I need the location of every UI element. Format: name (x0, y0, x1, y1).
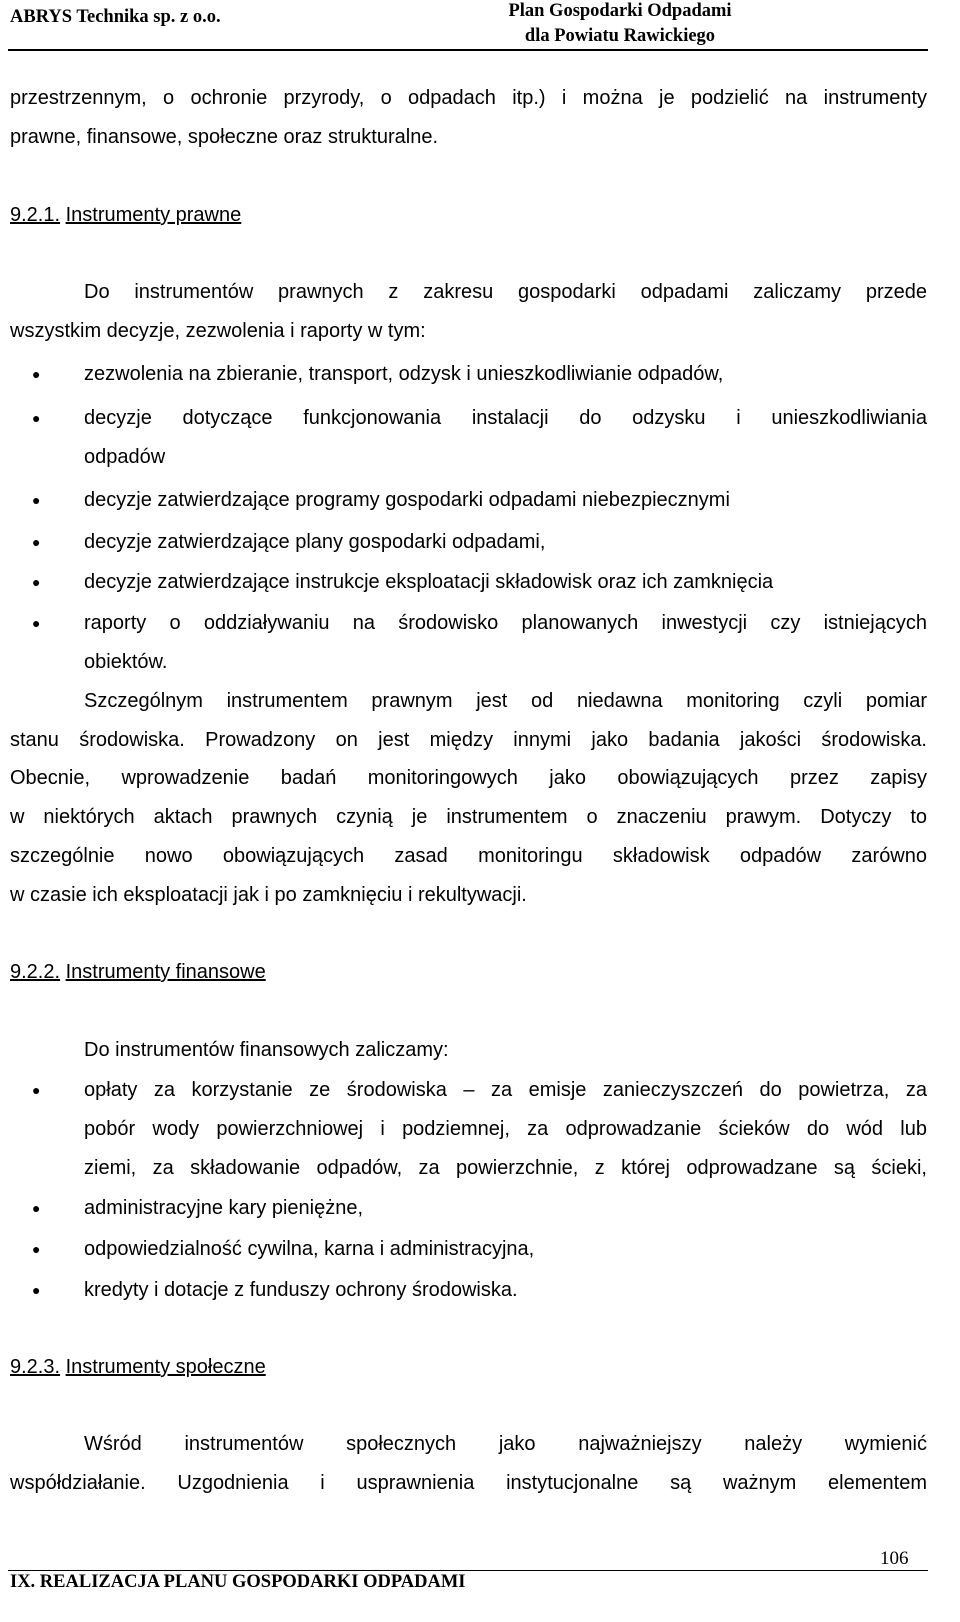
bullet-icon: ● (32, 574, 41, 590)
section-number: 9.2.1. (10, 204, 61, 226)
legal-bullet-2-line-2: odpadów (84, 446, 166, 468)
legal-para-line-5: szczególnie nowo obowiązujących zasad monitoringu składowisk odpadów zarówno (10, 845, 927, 867)
bullet-icon: ● (32, 1282, 41, 1298)
financial-bullet-1-line-1: opłaty za korzystanie ze środowiska – za emisje zanieczyszczeń do powietrza, za (84, 1079, 927, 1101)
financial-bullet-3: odpowiedzialność cywilna, karna i administracyjna, (84, 1238, 535, 1260)
bullet-icon: ● (32, 492, 41, 508)
bullet-icon: ● (32, 615, 41, 631)
header-company: ABRYS Technika sp. z o.o. (10, 7, 221, 27)
financial-bullet-1-line-3: ziemi, za składowanie odpadów, za powierzchnie, z której odprowadzane są ścieki, (84, 1157, 927, 1179)
bullet-icon: ● (32, 410, 41, 426)
social-para-line-2: współdziałanie. Uzgodnienia i usprawnienia instytucjonalne są ważnym elementem (10, 1472, 927, 1494)
section-number: 9.2.2. (10, 961, 61, 983)
legal-para-line-2: stanu środowiska. Prowadzony on jest między innymi jako badania jakości środowiska. (10, 729, 927, 751)
bullet-icon: ● (32, 366, 41, 382)
legal-lead-line-1: Do instrumentów prawnych z zakresu gospodarki odpadami zaliczamy przede (84, 281, 927, 303)
legal-para-line-6: w czasie ich eksploatacji jak i po zamknięciu i rekultywacji. (10, 884, 527, 906)
header-rule (8, 49, 928, 51)
bullet-icon: ● (32, 1200, 41, 1216)
legal-bullet-3: decyzje zatwierdzające programy gospodarki odpadami niebezpiecznymi (84, 489, 730, 511)
legal-bullet-1: zezwolenia na zbieranie, transport, odzysk i unieszkodliwianie odpadów, (84, 363, 724, 385)
legal-lead-line-2: wszystkim decyzje, zezwolenia i raporty w tym: (10, 320, 426, 342)
section-number: 9.2.3. (10, 1356, 61, 1378)
section-title: Instrumenty finansowe (65, 961, 266, 983)
legal-bullet-6-line-2: obiektów. (84, 651, 168, 673)
intro-line-1: przestrzennym, o ochronie przyrody, o odpadach itp.) i można je podzielić na instrumenty (10, 87, 927, 109)
legal-bullet-2-line-1: decyzje dotyczące funkcjonowania instalacji do odzysku i unieszkodliwiania (84, 407, 927, 429)
bullet-icon: ● (32, 1241, 41, 1257)
page-number: 106 (880, 1548, 909, 1569)
header-title-line2: dla Powiatu Rawickiego (524, 26, 716, 46)
financial-bullet-4: kredyty i dotacje z funduszy ochrony środowiska. (84, 1279, 518, 1301)
bullet-icon: ● (32, 1082, 41, 1098)
section-heading-social (10, 1355, 266, 1379)
section-heading-financial (10, 960, 266, 984)
legal-para-line-4: w niektórych aktach prawnych czynią je instrumentem o znaczeniu prawym. Dotyczy to (10, 806, 927, 828)
bullet-icon: ● (32, 534, 41, 550)
footer-rule (8, 1570, 928, 1571)
social-para-line-1: Wśród instrumentów społecznych jako najważniejszy należy wymienić (84, 1433, 927, 1455)
footer-section: IX. REALIZACJA PLANU GOSPODARKI ODPADAMI (10, 1572, 466, 1592)
legal-bullet-4: decyzje zatwierdzające plany gospodarki odpadami, (84, 531, 546, 553)
legal-bullet-5: decyzje zatwierdzające instrukcje eksploatacji składowisk oraz ich zamknięcia (84, 571, 774, 593)
legal-bullet-6-line-1: raporty o oddziaływaniu na środowisko planowanych inwestycji czy istniejących (84, 612, 927, 634)
section-title: Instrumenty społeczne (65, 1356, 266, 1378)
financial-bullet-1-line-2: pobór wody powierzchniowej i podziemnej, za odprowadzanie ścieków do wód lub (84, 1118, 927, 1140)
financial-bullet-2: administracyjne kary pieniężne, (84, 1197, 364, 1219)
section-title: Instrumenty prawne (65, 204, 242, 226)
header-title-line1: Plan Gospodarki Odpadami (508, 1, 732, 21)
section-heading-legal (10, 203, 241, 227)
financial-lead: Do instrumentów finansowych zaliczamy: (84, 1039, 449, 1061)
header-document-title (495, 0, 745, 49)
intro-line-2: prawne, finansowe, społeczne oraz strukturalne. (10, 126, 439, 148)
legal-para-line-3: Obecnie, wprowadzenie badań monitoringowych jako obowiązujących przez zapisy (10, 767, 927, 789)
legal-para-line-1: Szczególnym instrumentem prawnym jest od niedawna monitoring czyli pomiar (84, 690, 927, 712)
